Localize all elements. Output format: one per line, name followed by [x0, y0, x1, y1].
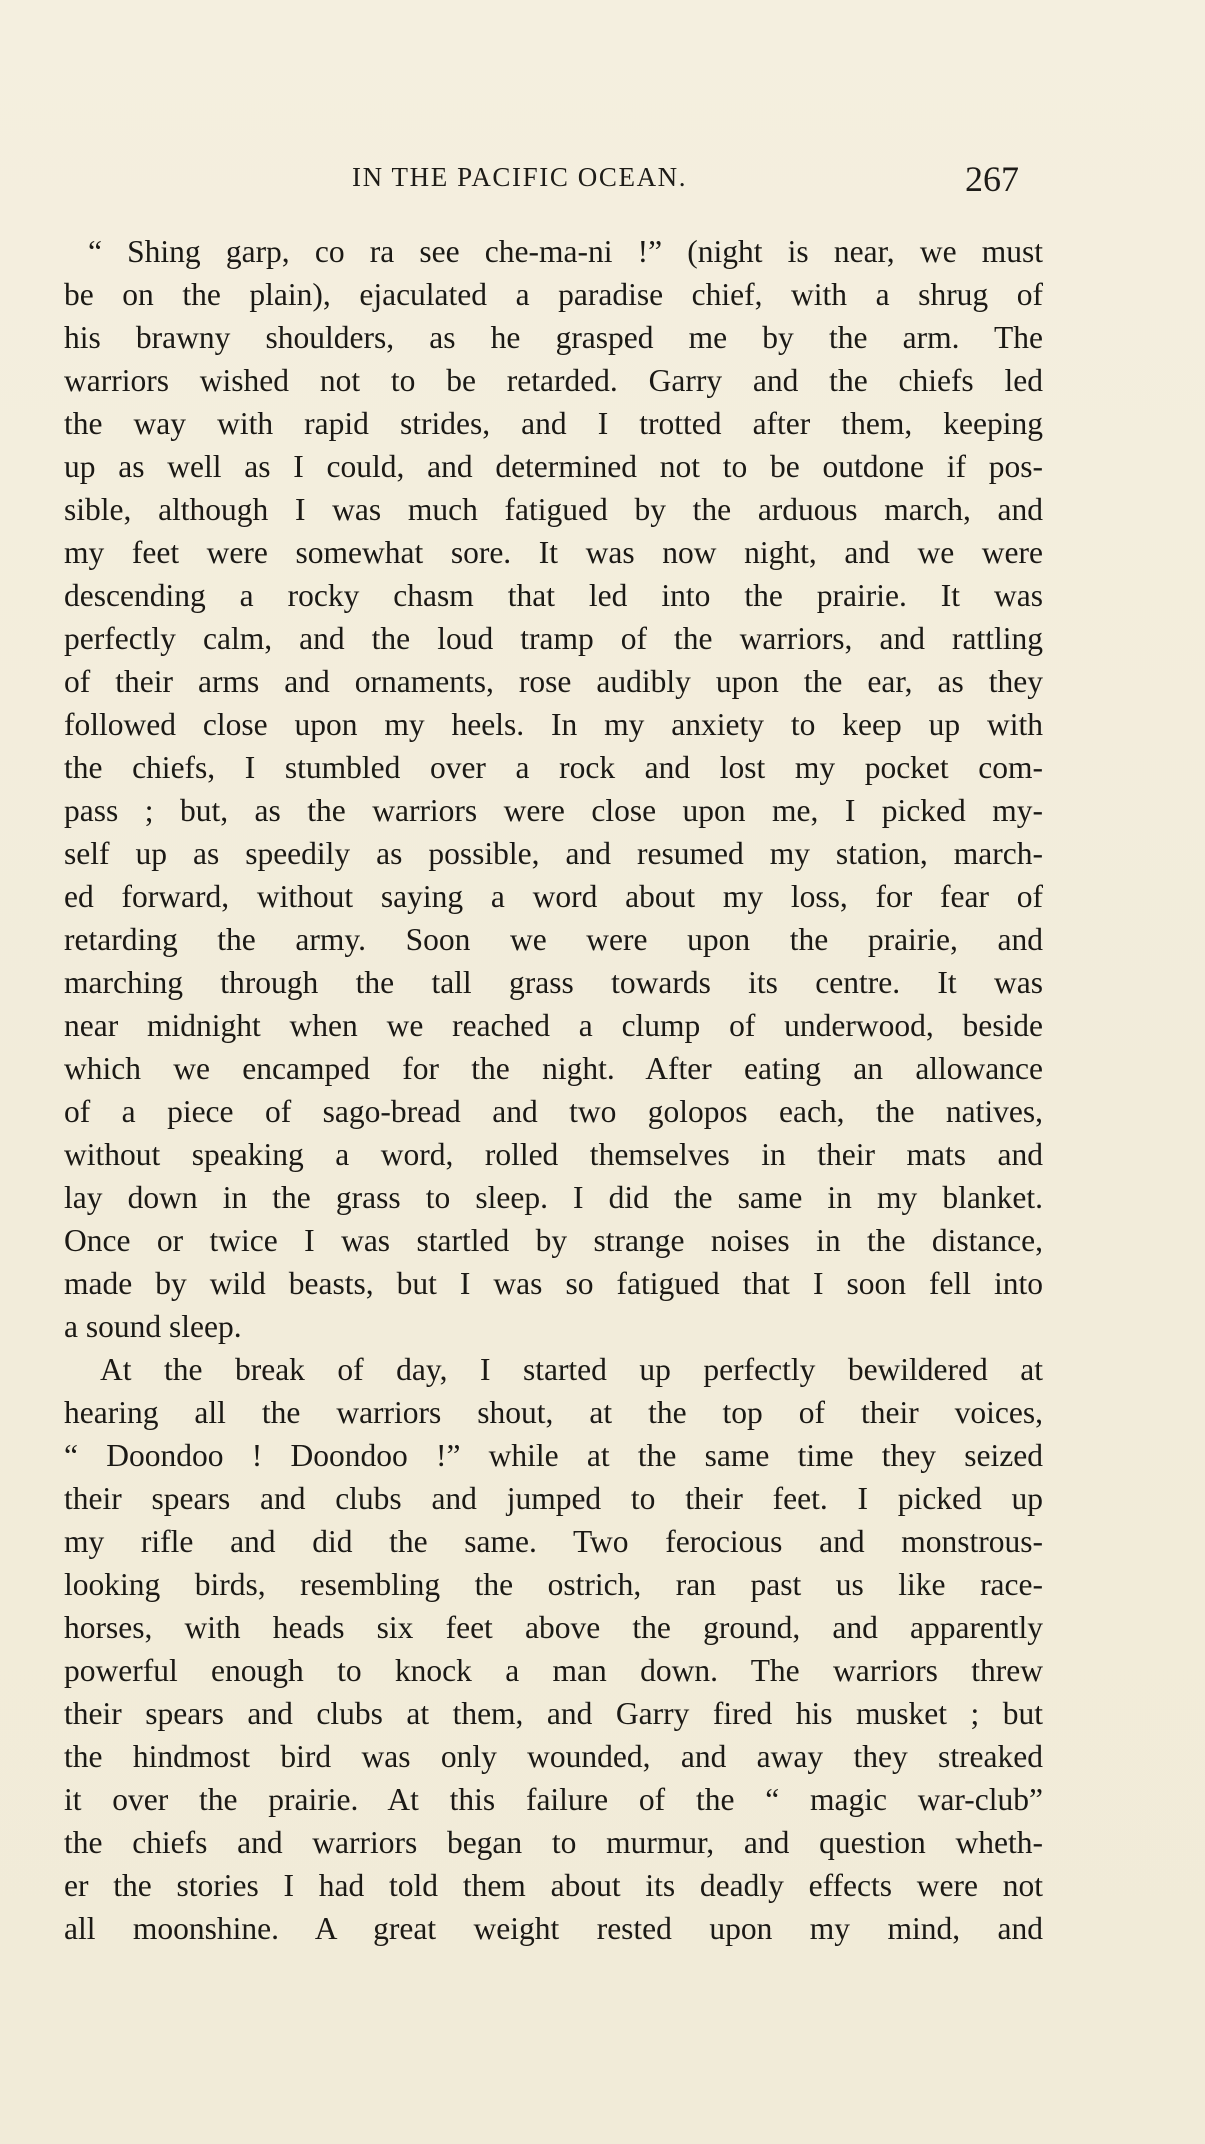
running-head: [0, 160, 1205, 200]
text-line: descending a rocky chasm that led into the prairie. It was: [64, 578, 1043, 613]
text-line: made by wild beasts, but I was so fatigued that I soon fell into: [64, 1266, 1043, 1301]
running-head-title: IN THE PACIFIC OCEAN.: [352, 162, 688, 192]
text-line: without speaking a word, rolled themselves in their mats and: [64, 1137, 1043, 1172]
text-line: the chiefs and warriors began to murmur, and question wheth-: [64, 1825, 1043, 1860]
text-line: near midnight when we reached a clump of underwood, beside: [64, 1008, 1043, 1043]
text-line: marching through the tall grass towards its centre. It was: [64, 965, 1043, 1000]
text-line: my feet were somewhat sore. It was now night, and we were: [64, 535, 1043, 570]
text-line: my rifle and did the same. Two ferocious and monstrous-: [64, 1524, 1043, 1559]
text-line: which we encamped for the night. After eating an allowance: [64, 1051, 1043, 1086]
page-number: 267: [965, 159, 1019, 199]
text-line: self up as speedily as possible, and resumed my station, march-: [64, 836, 1043, 871]
text-line: a sound sleep.: [64, 1309, 242, 1344]
text-line: of their arms and ornaments, rose audibly upon the ear, as they: [64, 664, 1043, 699]
text-line: it over the prairie. At this failure of the “ magic war-club”: [64, 1782, 1043, 1817]
text-line: be on the plain), ejaculated a paradise chief, with a shrug of: [64, 277, 1043, 312]
text-line: lay down in the grass to sleep. I did the same in my blanket.: [64, 1180, 1043, 1215]
text-line: “ Shing garp, co ra see che-ma-ni !” (night is near, we must: [88, 234, 1043, 269]
text-line: the way with rapid strides, and I trotted after them, keeping: [64, 406, 1043, 441]
text-line: Once or twice I was startled by strange noises in the distance,: [64, 1223, 1043, 1258]
text-line: the hindmost bird was only wounded, and away they streaked: [64, 1739, 1043, 1774]
text-line: hearing all the warriors shout, at the top of their voices,: [64, 1395, 1043, 1430]
text-line: looking birds, resembling the ostrich, ran past us like race-: [64, 1567, 1043, 1602]
text-line: warriors wished not to be retarded. Garry and the chiefs led: [64, 363, 1043, 398]
text-line: his brawny shoulders, as he grasped me by the arm. The: [64, 320, 1043, 355]
text-line: er the stories I had told them about its deadly effects were not: [64, 1868, 1043, 1903]
text-line: the chiefs, I stumbled over a rock and lost my pocket com-: [64, 750, 1043, 785]
text-line: sible, although I was much fatigued by the arduous march, and: [64, 492, 1043, 527]
text-line: their spears and clubs and jumped to their feet. I picked up: [64, 1481, 1043, 1516]
text-line: up as well as I could, and determined not to be outdone if pos-: [64, 449, 1043, 484]
text-line: followed close upon my heels. In my anxiety to keep up with: [64, 707, 1043, 742]
body-text: [64, 230, 1043, 1950]
text-line: of a piece of sago-bread and two golopos each, the natives,: [64, 1094, 1043, 1129]
text-line: horses, with heads six feet above the ground, and apparently: [64, 1610, 1043, 1645]
text-line: retarding the army. Soon we were upon the prairie, and: [64, 922, 1043, 957]
text-line: pass ; but, as the warriors were close upon me, I picked my-: [64, 793, 1043, 828]
text-line: all moonshine. A great weight rested upon my mind, and: [64, 1911, 1043, 1946]
text-line: “ Doondoo ! Doondoo !” while at the same time they seized: [64, 1438, 1043, 1473]
text-line: ed forward, without saying a word about my loss, for fear of: [64, 879, 1043, 914]
text-line: At the break of day, I started up perfectly bewildered at: [100, 1352, 1043, 1387]
text-line: their spears and clubs at them, and Garry fired his musket ; but: [64, 1696, 1043, 1731]
text-line: powerful enough to knock a man down. The warriors threw: [64, 1653, 1043, 1688]
text-line: perfectly calm, and the loud tramp of the warriors, and rattling: [64, 621, 1043, 656]
